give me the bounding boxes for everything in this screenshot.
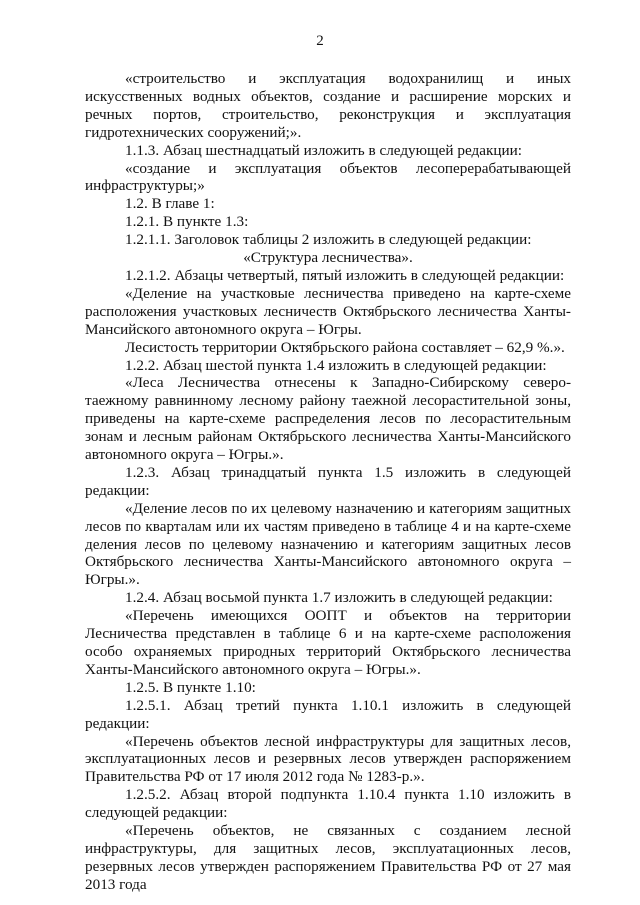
paragraph: 1.2.4. Абзац восьмой пункта 1.7 изложить в следующей редакции: <box>125 589 553 607</box>
paragraph: Лесистость территории Октябрьского района составляет – 62,9 %.». <box>125 338 565 356</box>
paragraph: 1.2.5. В пункте 1.10: <box>125 678 256 696</box>
paragraph: «создание и эксплуатация объектов лесоперерабатывающей инфраструктуры;» <box>85 159 571 195</box>
paragraph: «Перечень объектов, не связанных с созданием лесной инфраструктуры, для защитных лесов, эксплуатационных лесов, резервных лесов утвержден распоряжением Правительства РФ от 27 мая 2013 года <box>85 822 571 893</box>
page-number: 2 <box>316 33 324 49</box>
paragraph: «Леса Лесничества отнесены к Западно-Сибирскому северо-таежному равнинному лесному району таежной лесорастительной зоны, приведены на карте-схеме распределения лесов по лесорастительным зонам и лесным районам Октябрьского лесничества Ханты-Мансийского автономного округа – Югры.». <box>85 374 571 464</box>
document-body <box>85 70 571 894</box>
paragraph: 1.2.1.2. Абзацы четвертый, пятый изложить в следующей редакции: <box>125 266 565 284</box>
paragraph: «Деление лесов по их целевому назначению и категориям защитных лесов по кварталам или их частям приведено в таблице 4 и на карте-схеме деления лесов по целевому назначению и категориям защитных лесов Октябрьского лесничества Ханты-Мансийского автономного округа – Югры.». <box>85 499 571 589</box>
paragraph: «Перечень объектов лесной инфраструктуры для защитных лесов, эксплуатационных лесов и резервных лесов утвержден распоряжением Правительства РФ от 17 июля 2012 года № 1283-р.». <box>85 732 571 786</box>
paragraph: 1.2.5.2. Абзац второй подпункта 1.10.4 пункта 1.10 изложить в следующей редакции: <box>85 786 571 822</box>
paragraph: «Структура лесничества». <box>243 249 413 267</box>
paragraph: 1.2.1.1. Заголовок таблицы 2 изложить в следующей редакции: <box>125 231 532 249</box>
paragraph: «Деление на участковые лесничества приведено на карте-схеме расположения участковых лесничеств Октябрьского лесничества Ханты-Мансийского автономного округа – Югры. <box>85 284 571 338</box>
paragraph: 1.2.2. Абзац шестой пункта 1.4 изложить в следующей редакции: <box>125 356 547 374</box>
paragraph: 1.2. В главе 1: <box>125 195 215 213</box>
paragraph: 1.2.1. В пункте 1.3: <box>125 213 249 231</box>
paragraph: 1.2.5.1. Абзац третий пункта 1.10.1 изложить в следующей редакции: <box>85 696 571 732</box>
paragraph: 1.1.3. Абзац шестнадцатый изложить в следующей редакции: <box>125 141 522 159</box>
paragraph: «строительство и эксплуатация водохранилищ и иных искусственных водных объектов, создание и расширение морских и речных портов, строительство, реконструкция и эксплуатация гидротехнических сооружений;». <box>85 70 571 141</box>
paragraph: «Перечень имеющихся ООПТ и объектов на территории Лесничества представлен в таблице 6 и на карте-схеме расположения особо охраняемых природных территорий Октябрьского лесничества Ханты-Мансийского автономного округа – Югры.». <box>85 607 571 678</box>
paragraph: 1.2.3. Абзац тринадцатый пункта 1.5 изложить в следующей редакции: <box>85 463 571 499</box>
